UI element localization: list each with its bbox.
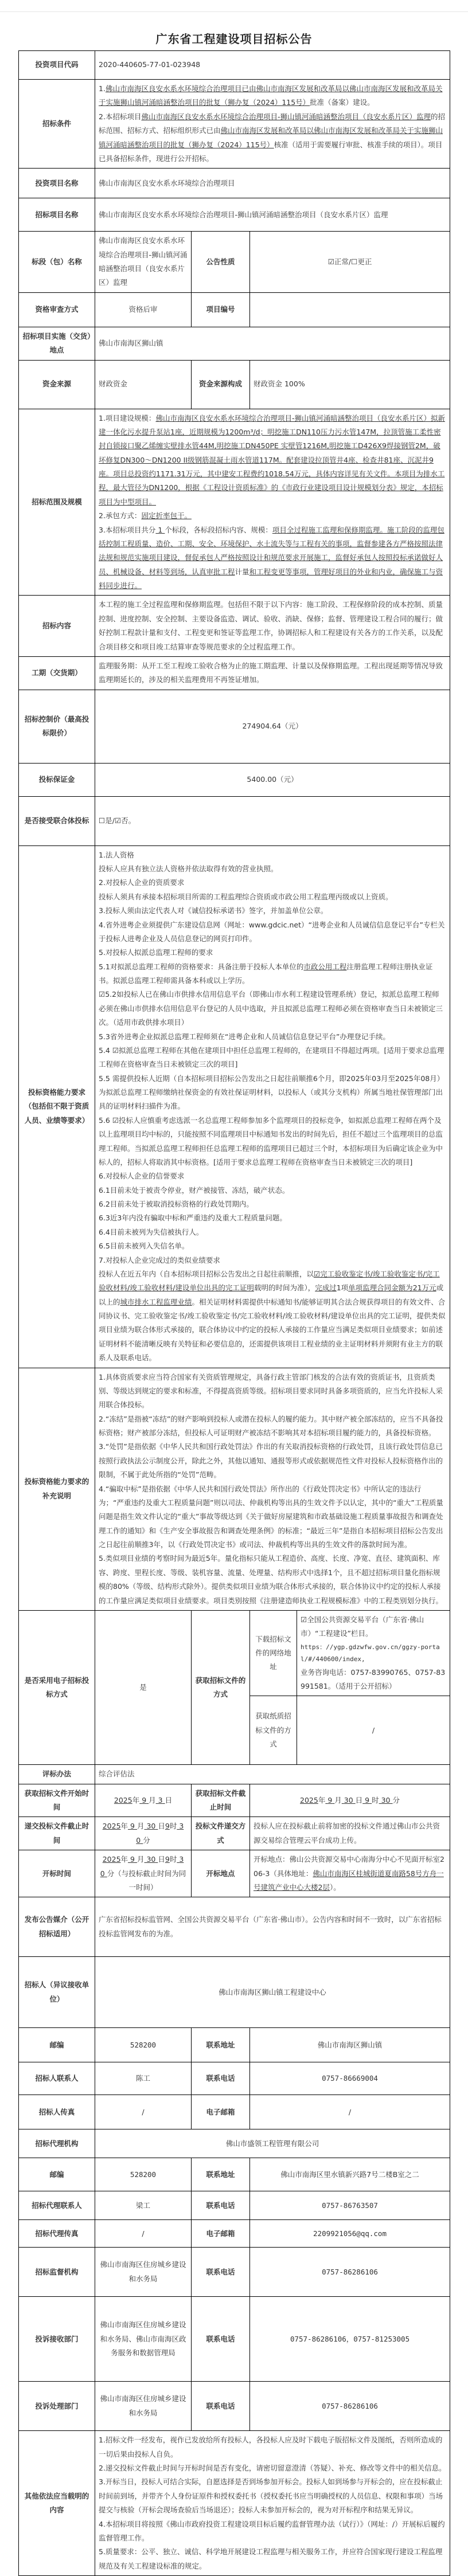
label-tenderer-phone: 联系电话 — [192, 2062, 250, 2095]
funding-value: 财政资金 — [95, 360, 192, 409]
row-agency — [19, 2129, 450, 2158]
investment-name-value: 佛山市南海区良安水系水环境综合治理项目 — [95, 169, 450, 198]
label-agency-fax: 招标代理传真 — [19, 2220, 95, 2248]
row-complaint-receive — [19, 2297, 450, 2382]
label-deposit: 投标保证金 — [19, 763, 95, 796]
tenderer-contact-value: 陈工 — [95, 2062, 192, 2095]
consortium-value: ☐是/☑否。 — [95, 796, 450, 845]
label-complaint-handle: 投诉处理部门 — [19, 2382, 95, 2431]
label-investment-name: 投资项目名称 — [19, 169, 95, 198]
label-tenderer: 招标人（异议接收单位） — [19, 1957, 95, 2028]
page-title: 广东省工程建设项目招标公告 — [155, 32, 313, 46]
label-opening-time: 开标时间 — [19, 1850, 95, 1897]
location-value: 佛山市南海区狮山镇 — [95, 327, 450, 360]
req-7-count: 1项 — [336, 1283, 349, 1293]
obtain-end-day: 30 — [344, 1795, 353, 1804]
media-value: 广东省招标投标监管网、全国公共资源交易平台（广东省·佛山市）。公告内容和时间不一致时，以广东省招标投标监管网发布的为准。 — [95, 1897, 450, 1957]
download-platform: ☑全国公共资源交易平台（广东省·佛山市）“工程建设”栏目。 — [301, 1615, 424, 1638]
label-tenderer-address: 联系地址 — [192, 2028, 250, 2062]
opening-day: 30 — [146, 1855, 156, 1864]
req-line: 5.6 ☑投标人应慎重考虑选派一名总监理工程师参加多个监理项目的投标竞争，如拟派总监理工程师在两个及以上监理项目均中标的，只能按照不同监理项目中标通知书发出的时间先后，担任不超过三个监理项目的总监理工程师。当拟派总监理工程师担任总监理工程师的监理项目已超过三个时，本招标项目为后确定该企业为中标人的，招标人将取消其中标资格。[适用于要求总监理工程师在资格审查当日未被锁定三次的项目] — [99, 1115, 443, 1166]
funding-composition-value: 财政资金 100% — [250, 360, 450, 409]
download-address-value — [297, 1610, 450, 1696]
scope-p3-tail: 和工程变更等事项，管理好项目的外业和内业，确保施工与资料同步进行。 — [99, 567, 443, 590]
submit-day: 30 — [146, 1822, 156, 1831]
opening-month: 9 — [130, 1855, 135, 1864]
requirements-value — [95, 845, 450, 1368]
opening-note: （与投标截止时间为同一时间） — [114, 1869, 186, 1892]
label-funding-composition: 资金来源构成 — [192, 360, 250, 409]
opening-place-c: ）。 — [329, 1882, 341, 1892]
req-line: 1.法人资格 — [99, 850, 134, 859]
label-investment-code: 投资项目代码 — [19, 51, 95, 80]
supplement-value — [95, 1368, 450, 1610]
label-electronic: 是否采用电子招标投标方式 — [19, 1610, 95, 1764]
label-content: 招标内容 — [19, 596, 95, 657]
complaint-handle-phone-value: 0757-86286106 — [250, 2382, 450, 2431]
label-agency-email: 电子邮箱 — [192, 2220, 250, 2248]
req-7-d: 完成过 — [315, 1283, 337, 1293]
label-tender-name: 招标项目名称 — [19, 198, 95, 232]
label-agency-address: 联系地址 — [192, 2158, 250, 2191]
label-supplement: 投标资格能力要求的补充说明 — [19, 1368, 95, 1610]
label-price: 招标控制价（最高投标限价） — [19, 690, 95, 763]
agency-address-value: 佛山市南海区里水镇新兴路7号二楼B室之二 — [250, 2158, 450, 2191]
row-scope — [19, 409, 450, 596]
opening-hour: 9 — [165, 1855, 170, 1864]
scope-p1-text: 佛山市南海区良安水系水环境综合治理项目-狮山镇河涌暗涵整治项目（良安水系片区）拟新建一体化污水提升泵站1座，近期规模为1200m³/d；明挖施工DN110压力污水管147M，拉顶管施工柔性密封自锁接口聚乙烯缠实壁排水管44M,明挖施工DN450PE 实壁管1216M,明挖施工D426X9焊接钢管2M，破坏修复DN300～DN1200 II级钢筋混凝土雨水管道117M。配套建设拉顶管井4座、检查井81座、沉泥井9座。项目总投资约1171.31万元，其中建安工程费约1018.54万元，具体内容详见有关文件。本项目为排水工程，最大管径为DN1200，根据《工程设计资质标准》的《市政行业建设项目设计规模划分表》规定，本招标项目为中型项目。 — [99, 413, 445, 506]
row-investment-name — [19, 169, 450, 198]
obtain-start-day: 3 — [158, 1795, 163, 1804]
notice-nature-value: ☑正常/☐更正 — [250, 232, 450, 293]
row-requirements — [19, 845, 450, 1368]
download-url-link[interactable]: https：//ygp.gdzwfw.gov.cn/ggzy-portal/#/440600/index, — [301, 1643, 440, 1663]
deposit-value: 5400.00（元） — [95, 763, 450, 796]
label-funding: 资金来源 — [19, 360, 95, 409]
req-line: 6.2目前未处于被取消投标资格的行政处罚期内。 — [99, 1200, 253, 1208]
opening-time-value: 2025年 9 月 30 日9时 30 分（与投标截止时间为同一时间） — [95, 1850, 192, 1897]
label-tenderer-contact: 招标人联系人 — [19, 2062, 95, 2095]
tenderer-email-value: / — [250, 2095, 450, 2129]
label-notice-nature: 公告性质 — [192, 232, 250, 293]
complaint-receive-value: 佛山市南海区住房城乡建设和水务局、佛山市南海区政务服务和数据管理局 — [95, 2297, 192, 2382]
conditions-p2-prefix: 2.本招标项目 — [99, 112, 142, 121]
price-value: 274904.64（元） — [95, 690, 450, 763]
req-line: 6.1目前未处于被责令停业，财产被接管、冻结，破产状态。 — [99, 1185, 290, 1195]
obtain-end-minute: 30 — [381, 1795, 391, 1804]
label-tenderer-postcode: 邮编 — [19, 2028, 95, 2062]
label-agency-phone: 联系电话 — [192, 2191, 250, 2220]
obtain-end-year: 2025 — [300, 1795, 318, 1804]
conditions-p1-approval: 佛山市南海区良安水系水环境综合治理项目已由佛山市南海区发展和改革局以佛山市南海区发展和改革局关于实施狮山镇河涌暗涵整治项目的批复（狮办复（2024）115号） — [99, 84, 443, 107]
label-project-number: 项目编号 — [192, 292, 250, 327]
opening-minute: 30 — [100, 1855, 184, 1878]
label-location: 招标项目实施（交货）地点 — [19, 327, 95, 360]
req-7-amount: 21万元 — [412, 1283, 436, 1293]
other-line: 1.招标文件一经发布，视作已发放给所有投标人，各投标人应及时下载电子版招标文件及图纸，否则所造成的一切后果由投标人自负。 — [99, 2436, 443, 2458]
row-agency-fax — [19, 2220, 450, 2248]
req-7-f: 单项监理合同金额为 — [348, 1283, 413, 1293]
download-phone: 业务咨询电话：0757-83990765、0757-83991581。（适用于公开招标） — [301, 1667, 446, 1690]
submit-deadline-value: 2025年 9 月 30 日9时 30 分 — [95, 1817, 192, 1850]
project-number-value — [250, 292, 450, 327]
label-obtain-start: 获取招标文件开始时间 — [19, 1784, 95, 1817]
supplement-line: 3.“处罚”是指依据《中华人民共和国行政处罚法》作出的有关取消投标资格的行政处罚，且该行政处罚信息已按照行政执法公示制度公开，除此之外，其他以通知、通报等形式或依据规范性文件对投标人投标资格作出的限制，不属于此处所指的“处罚”范畴。 — [99, 1442, 443, 1479]
tenderer-fax-value: / — [95, 2095, 192, 2129]
supplement-line: 1.具体资质要求应当符合国家有关资质管理规定，具备行政主管部门核发的合法有效的资质证书，且资质类别、等级达到规定的要求和标准，不得提高资质等级。招标项目要求同时具备多项资质的，应当允许投标人采用联合体投标。 — [99, 1372, 443, 1410]
row-agency-contact — [19, 2191, 450, 2220]
req-line: 5.5 需提供投标人近期（自本招标项目招标公告发出之日起往前顺推6个月，即2025年03月至2025年08月）为拟派总监理工程师缴纳社保资金的有效社保证明材料，以投标人（或其分支机构）所属当地社保管理部门出具的证明材料扫描件为准。 — [99, 1074, 444, 1111]
obtain-end-hour: 9 — [365, 1795, 370, 1804]
agency-value: 佛山市盛领工程管理有限公司 — [95, 2129, 450, 2158]
label-download-address: 下载招标文件的网络地址 — [250, 1610, 297, 1696]
req-line: 投标人应具有独立法人资格并依法取得有效的营业执照。 — [99, 864, 278, 873]
opening-place-address: 佛山市南海区桂城街道夏南路58号方舟一号建筑产业中心大楼2层 — [253, 1869, 444, 1892]
supervisor-value: 佛山市南海区住房城乡建设和水务局 — [95, 2248, 192, 2297]
req-5-1-c: 注册监理工程师注册执业证书。拟派总监理工程师需具备本科或以上学历。 — [99, 962, 433, 985]
row-location — [19, 327, 450, 360]
row-agency-post — [19, 2158, 450, 2191]
row-funding — [19, 360, 450, 409]
obtain-end-month: 9 — [327, 1795, 333, 1804]
complaint-handle-value: 佛山市南海区住房城乡建设和水务局 — [95, 2382, 192, 2431]
opening-place-a: 开标地点：佛山公共资源交易中心南海分中心不见面开标室206-3（具体地址： — [253, 1855, 444, 1878]
scope-value — [95, 409, 450, 596]
label-opening-place: 开标地点 — [192, 1850, 250, 1897]
conditions-p2-mid: 的招标范围、招标方式、招标组织形式已由 — [99, 112, 445, 135]
row-supervisor — [19, 2248, 450, 2297]
row-tenderer-contact — [19, 2062, 450, 2095]
label-submit-method: 投标文件递交方式 — [192, 1817, 250, 1850]
scope-p3-prefix: 3.本招标项目共分 — [99, 525, 156, 534]
obtain-start-month: 9 — [142, 1795, 147, 1804]
notice-table — [18, 50, 450, 2576]
supplement-line: 5.类似项目业绩的考察时间为最近5年。量化指标只能从工程造价、高度、长度、净宽、直径、建筑面积、库容、跨度、里程长度、等级、装机容量、流量、处理量、结构形式中选择1个，且不超过招标项目量化指标规模的80%（等级、结构形式除外）。提供类似项目业绩为联合体形式承接的，联合体协议中约定的投标人承接的工作量应满足类似项目业绩要求。项目类别按照《注册建造师执业工程规模标准》中的工程类别划分执行。 — [99, 1554, 443, 1605]
label-qualification: 资格审查方式 — [19, 292, 95, 327]
agency-fax-value: / — [95, 2220, 192, 2248]
row-tenderer-fax — [19, 2095, 450, 2129]
row-deposit — [19, 763, 450, 796]
content-value: 本工程的施工全过程监理和保修期监理。包括但不限于以下内容：施工阶段、工程保修阶段的成本控制、质量控制、进度控制、安全控制、主要设备监造、调试、验收、消缺、保修；监督、管理建设工程合同的履行；做好控制工程款计量和支付、工程变更和签证等监理工作，协调招标人和工程建设有关各方的工作关系，以及配合项目移交和项目竣工结算审查等规范要求的全过程监理工作。 — [95, 596, 450, 657]
label-agency-postcode: 邮编 — [19, 2158, 95, 2191]
req-7-h: 或以上的 — [99, 1283, 444, 1306]
conditions-value — [95, 80, 450, 169]
submit-year: 2025 — [102, 1822, 121, 1831]
evaluation-value: 综合评估法 — [95, 1765, 450, 1784]
req-line: 5.对投标人拟派总监理工程师的要求 — [99, 948, 213, 957]
scope-p2-text: 固定折率包干。 — [141, 511, 192, 520]
supplement-line: 4.“骗取中标”是指依据《中华人民共和国行政处罚法》所作出的《行政处罚决定书》中所认定的违法行为；“严重违约及重大工程质量问题”则以司法、仲裁机构等出具的生效文件予以认定，其中的“重大”工程质量问题是指生效文件认定的“重大”事故等级达到《关于做好房屋建筑和市政基础设施工程质量事故报告和调查处理工作的通知》和《生产安全事故报告和调查处理条例》的标准；“最近三年”是指自本招标项目招标公告发出之日起往前顺推3年，以《行政处罚决定书》或司法、仲裁机构等出具的生效文件的落款时间为准。 — [99, 1484, 443, 1549]
period-value: 监理服务期：从开工至工程竣工验收合格为止的施工期监理、计量以及保修期监理。工程出现延期等情况导致监理期延长的，涉及的相关监理费用不再签证增加。 — [95, 656, 450, 690]
label-section: 标段（包）名称 — [19, 232, 95, 293]
scope-section-count: 1 — [155, 525, 165, 534]
req-line: 2.对投标人企业的资质要求 — [99, 878, 185, 887]
label-complaint-receive: 投诉接收部门 — [19, 2297, 95, 2382]
label-media: 发布公告媒介（公开招标适用） — [19, 1897, 95, 1957]
row-media — [19, 1897, 450, 1957]
row-electronic — [19, 1610, 450, 1696]
other-line: 4.本招标项目将按照《佛山市政府投资工程建设项目标后履约监督管理办法（试行）》（网址：/）开展标后履约监督管理工作。 — [99, 2519, 445, 2542]
req-5-1-a: 5.1对拟派总监理工程师的资格要求：具备注册于投标人本单位的 — [99, 962, 304, 971]
row-opening — [19, 1850, 450, 1897]
row-other — [19, 2431, 450, 2576]
supervisor-phone-value: 0757-86286106 — [250, 2248, 450, 2297]
tenderer-address-value: 佛山市南海区狮山镇 — [250, 2028, 450, 2062]
req-line: 6.对投标人企业的信誉要求 — [99, 1172, 185, 1181]
scope-p3-plain: 计量 — [235, 567, 249, 576]
conditions-p1-prefix: 1. — [99, 84, 106, 93]
req-line: 6.3近3年内没有骗取中标和严重违约及重大工程质量问题。 — [99, 1213, 287, 1223]
label-tenderer-email: 电子邮箱 — [192, 2095, 250, 2129]
label-supervisor-phone: 联系电话 — [192, 2248, 250, 2297]
req-7-docs: ☑完工验收鉴定书/竣工验收鉴定书/完工验收材料/竣工验收材料/建设单位出具的完工证明 — [99, 1269, 440, 1293]
label-consortium: 是否接受联合体投标 — [19, 796, 95, 845]
label-tenderer-fax: 招标人传真 — [19, 2095, 95, 2129]
req-line: 5.3省外进粤企业拟派总监理工程师须在“进粤企业和人员诚信信息登记平台”办理登记手续。 — [99, 1032, 390, 1041]
label-evaluation: 评标办法 — [19, 1765, 95, 1784]
req-7-detail — [99, 1267, 446, 1365]
req-line: 7.对投标人企业完成过的类似业绩要求 — [99, 1255, 220, 1264]
req-line: 6.4目前未被列为失信被执行人。 — [99, 1227, 204, 1236]
submit-method-value: 投标人应在投标截止前将加密的投标文件通过佛山市公共资源交易综合管理云平台成功上传。 — [250, 1817, 450, 1850]
submit-minute: 30 — [136, 1822, 184, 1845]
scope-p3-text: 项目全过程施工监理和保修期监理。施工阶段的监理包括控制工程质量、造价、工期、安全、环境保护、水土流失等与工程有关的事项，监督参建各方严格按照法律法规和规范实施项目建设，督促承包人严格按照设计和规范要求开展施工，监督好承包人按照投标承诺做好人员、机械设备、材料等到场，认真审批工程 — [99, 525, 444, 576]
row-obtain — [19, 1784, 450, 1817]
row-submit — [19, 1817, 450, 1850]
top-bar — [0, 0, 468, 12]
req-line: 6.5目前未被列入失信名单。 — [99, 1242, 189, 1251]
tenderer-value: 佛山市南海区狮山镇工程建设中心 — [95, 1957, 450, 2028]
row-supplement — [19, 1368, 450, 1610]
scope-p3-mid: 个标段，各标段招标内容、规模： — [165, 525, 272, 534]
row-tenderer-post — [19, 2028, 450, 2062]
other-line: 5.质量要求：公平、独立、诚信、科学地开展建设工程监理与相关服务工作，并应符合国家现行建设工程监理规范及有关工程建设标准的规定。 — [99, 2547, 443, 2570]
tender-name-value: 佛山市南海区良安水系水环境综合治理项目-狮山镇河涌暗涵整治项目（良安水系片区）监理 — [95, 198, 450, 232]
tenderer-postcode-value: 528200 — [95, 2028, 192, 2062]
conditions-p2-project: 佛山市南海区良安水系水环境综合治理项目-狮山镇河涌暗涵整治项目（良安水系片区）监理 — [141, 112, 431, 121]
conditions-p2-suffix: 核准（适用于需要履行审批、核准手续的项目）。项目已具备招标条件，现进行公开招标。 — [99, 140, 443, 163]
label-complaint-handle-phone: 联系电话 — [192, 2382, 250, 2431]
section-value: 佛山市南海区良安水系水环境综合治理项目-狮山镇河涌暗涵整治项目（良安水系片区）监理 — [95, 232, 192, 293]
req-5-1 — [99, 960, 446, 988]
submit-hour: 9 — [165, 1822, 170, 1831]
label-conditions: 招标条件 — [19, 80, 95, 169]
label-other: 其他依法应当载明的内容 — [19, 2431, 95, 2576]
req-line: 3.投标人须由法定代表人对《诚信投标承诺书》签字，并加盖单位公章。 — [99, 906, 328, 915]
req-7-type: 城市排水工程监理业绩 — [120, 1297, 192, 1306]
obtain-start-value: 2025年 9 月 3 日 — [95, 1784, 192, 1817]
label-paper-method: 获取纸质招标文件的方式 — [250, 1696, 297, 1765]
obtain-end-value: 2025年 9 月 30 日 9 时 30 分 — [250, 1784, 450, 1817]
other-line: 2.递交投标文件截止时间与开标时间是否有变化，请密切留意澄清（答疑）、补充、修改等文件中的相关信息。 — [99, 2464, 446, 2472]
row-section — [19, 232, 450, 293]
scope-p2-prefix: 2.承包方式： — [99, 511, 142, 520]
conditions-p2-approval: 佛山市南海区发展和改革局以佛山市南海区发展和改革局关于实施狮山镇河涌暗涵整治项目的批复（狮办复（2024）115号） — [99, 126, 443, 149]
complaint-receive-phone-value: 0757-86286106，0757-81253005 — [250, 2297, 450, 2382]
req-line: 投标人须具有承接本招标项目所需的工程监理综合资质或市政公用工程监理丙级或以上资质。 — [99, 892, 393, 901]
conditions-p1-suffix: 批准（备案）建设。 — [310, 98, 375, 107]
scope-p1-prefix: 1.项目建设规模： — [99, 413, 156, 422]
req-7-a: 投标人在近五年内（自本招标项目招标公告发出之日起往前顺推，以 — [99, 1269, 314, 1278]
investment-code-value: 2020-440605-77-01-023948 — [95, 51, 450, 80]
req-5-1-specialty: 市政公用工程 — [303, 962, 347, 971]
row-investment-code — [19, 51, 450, 80]
label-period: 工期（交货期） — [19, 656, 95, 690]
label-requirements: 投标资格能力要求（包括但不限于资质人员、业绩等要求） — [19, 845, 95, 1368]
label-submit-deadline: 递交投标文件截止时间 — [19, 1817, 95, 1850]
req-7-c: 载明的时间为准）， — [253, 1283, 315, 1293]
submit-month: 9 — [130, 1822, 135, 1831]
label-agency-contact: 招标代理联系人 — [19, 2191, 95, 2220]
label-complaint-receive-phone: 联系电话 — [192, 2297, 250, 2382]
label-supervisor: 招标监督机构 — [19, 2248, 95, 2297]
opening-year: 2025 — [102, 1855, 121, 1864]
agency-phone-value: 0757-86763507 — [250, 2191, 450, 2220]
row-tenderer — [19, 1957, 450, 2028]
row-evaluation — [19, 1765, 450, 1784]
supplement-line: 2.“冻结”是指被“冻结”的财产影响到投标人或潜在投标人的履约能力。其中财产被全部冻结的，应当不具备投标资格；财产被部分冻结，但投标人可证明财产被冻结不影响其对本招标项目履约能力的，具备投标资格。 — [99, 1414, 443, 1437]
req-7-j: 。相关证明材料需提供中标通知书/能够证明其合法合规获得项目的有效文件、合同协议书、完工验收鉴定书/竣工验收鉴定书/完工验收材料/竣工验收材料/建设单位出具的完工证明，提供类似项目业绩为联合体形式承接的，联合体协议中约定的投标人承接的工作量应当满足类似项目业绩要求；如前述证明材料不能清晰反映有关特征和必要信息的，还需提供该项目工程业绩的业主证明材料并须附有业主方的联系人及联系电话。 — [99, 1297, 446, 1363]
agency-postcode-value: 528200 — [95, 2158, 192, 2191]
label-scope: 招标范围及规模 — [19, 409, 95, 596]
row-complaint-handle — [19, 2382, 450, 2431]
req-line: 4.省外进粤企业须提供广东建设信息网（网址：www.gdcic.net）“进粤企业和人员诚信信息登记平台”专栏关于投标人进粤企业及人员信息登记的网页打印件。 — [99, 920, 445, 943]
tenderer-phone-value: 0757-86669004 — [250, 2062, 450, 2095]
other-value — [95, 2431, 450, 2576]
electronic-value: 是 — [95, 1610, 192, 1764]
row-price — [19, 690, 450, 763]
req-line: ☑5.2如投标人已在佛山市供排水信用信息平台（即佛山市水利工程建设管理系统）登记，拟派总监理工程师必须在佛山市供排水信用信息平台登记的人员中选取，并且拟派总监理工程师必须在资格审查当日未被锁定三次。（适用市政供排水项目） — [99, 990, 443, 1027]
other-line: 3.开标当日，投标人可结合实际，自愿选择是否到场参加开标会。投标人如到场参与开标会的，应在投标截止时间前到场，并带齐个人身份证原件和授权委托书（授权委托书应当明确授权的人员信息、权限和事项）当场提交与核验（开标会现场查验后当场退还）；投标人未参加开标会的，视为对开标程序和结果无异议。 — [99, 2477, 443, 2515]
row-content — [19, 596, 450, 657]
opening-place-value — [250, 1850, 450, 1897]
label-obtain-end: 获取招标文件截止时间 — [192, 1784, 250, 1817]
label-obtain-method: 获取招标文件的方式 — [192, 1610, 250, 1764]
row-period — [19, 656, 450, 690]
obtain-start-year: 2025 — [114, 1795, 132, 1804]
agency-email-link[interactable]: 2209921056@qq.com — [250, 2220, 450, 2248]
row-tender-name — [19, 198, 450, 232]
row-consortium — [19, 796, 450, 845]
row-conditions — [19, 80, 450, 169]
label-agency: 招标代理机构 — [19, 2129, 95, 2158]
req-line: 5.4 ☑拟派总监理工程师在其他在建项目中担任总监理工程师的，在建项目不得超过两项。[适用于要求总监理工程师在资格审查当日未被锁定三次的项目] — [99, 1046, 444, 1069]
row-qualification — [19, 292, 450, 327]
paper-method-value: / — [297, 1696, 450, 1765]
qualification-value: 资格后审 — [95, 292, 192, 327]
agency-contact-value: 梁工 — [95, 2191, 192, 2220]
